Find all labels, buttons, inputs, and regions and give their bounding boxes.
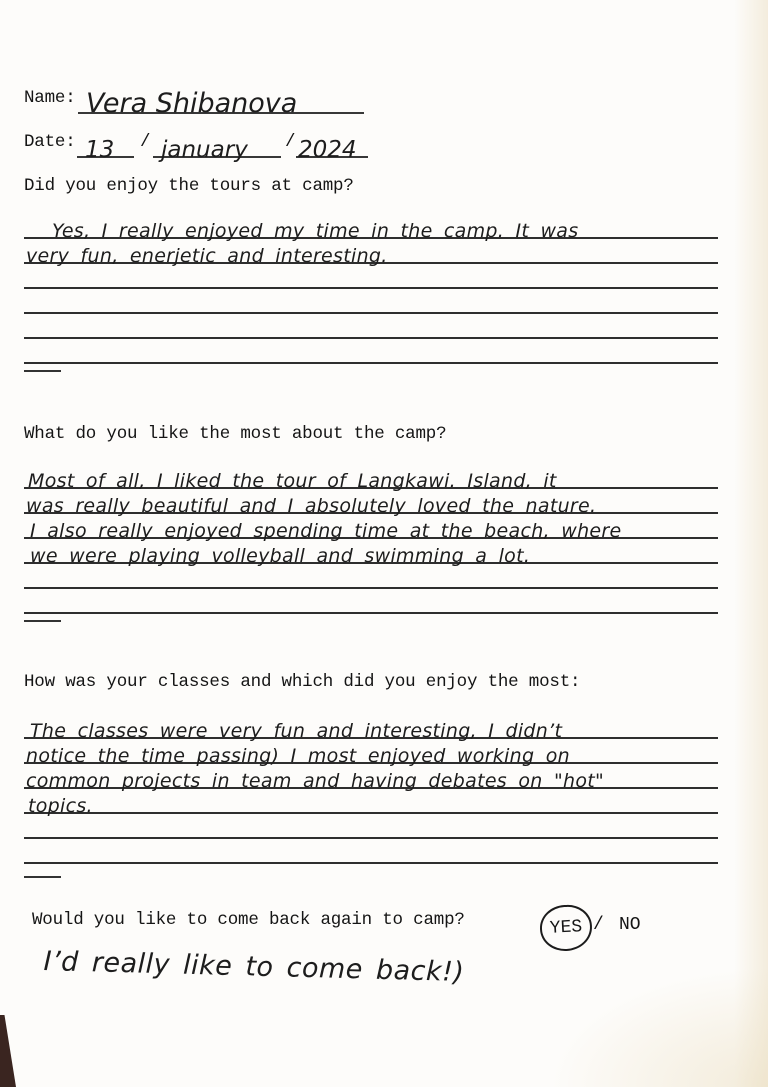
answer-line bbox=[24, 589, 718, 614]
answer-2-handwriting-line-4: we were playing volleyball and swimming a lot. bbox=[30, 545, 531, 567]
date-day-underline bbox=[77, 120, 134, 163]
answer-line bbox=[24, 739, 718, 767]
paper-edge-shading-bottom bbox=[548, 967, 768, 1087]
answer-line bbox=[24, 489, 718, 517]
yes-answer-circle bbox=[539, 904, 593, 953]
no-label: NO bbox=[619, 915, 641, 935]
question-3-answer-block bbox=[24, 714, 718, 864]
date-month-handwriting: january bbox=[161, 137, 248, 163]
photo-background-corner bbox=[0, 1015, 16, 1087]
answer-line bbox=[24, 714, 718, 742]
date-label: Date: bbox=[24, 132, 76, 152]
final-answer-handwriting: I’d really like to come back!) bbox=[43, 946, 465, 989]
answer-1-handwriting-line-2: very fun, enerjetic and interesting. bbox=[26, 245, 388, 267]
question-3-label: How was your classes and which did you enjoy the most: bbox=[24, 672, 581, 692]
answer-1-handwriting-line-1: Yes, I really enjoyed my time in the camp. It was bbox=[52, 220, 579, 242]
answer-2-handwriting-line-1: Most of all, I liked the tour of Langkawi. Island, it bbox=[28, 470, 557, 492]
name-value-handwriting: Vera Shibanova bbox=[86, 88, 298, 119]
question-2-label: What do you like the most about the camp? bbox=[24, 424, 447, 444]
date-year-underline bbox=[296, 120, 368, 163]
yes-label: YES bbox=[549, 917, 583, 939]
answer-3-handwriting-line-3: common projects in team and having debates on "hot" bbox=[26, 770, 605, 792]
answer-line bbox=[24, 264, 718, 289]
answer-3-trailing-dash bbox=[24, 876, 61, 878]
final-question-label: Would you like to come back again to camp? bbox=[32, 910, 465, 930]
answer-line bbox=[24, 514, 718, 542]
answer-2-trailing-dash bbox=[24, 620, 61, 622]
answer-line bbox=[24, 789, 718, 817]
answer-line bbox=[24, 814, 718, 839]
question-2-answer-block bbox=[24, 464, 718, 614]
answer-line bbox=[24, 564, 718, 589]
answer-line bbox=[24, 339, 718, 364]
yes-no-separator: / bbox=[593, 915, 604, 935]
answer-line bbox=[24, 764, 718, 792]
answer-3-handwriting-line-1: The classes were very fun and interesting, I didn’t bbox=[30, 720, 563, 742]
date-year-handwriting: 2024 bbox=[298, 137, 357, 163]
date-separator-2: / bbox=[285, 132, 296, 152]
answer-2-handwriting-line-2: was really beautiful and I absolutely loved the nature. bbox=[26, 495, 597, 517]
answer-line bbox=[24, 314, 718, 339]
date-day-handwriting: 13 bbox=[85, 137, 115, 163]
answer-3-handwriting-line-4: topics. bbox=[28, 795, 93, 817]
answer-1-trailing-dash bbox=[24, 370, 61, 372]
question-1-answer-block bbox=[24, 214, 718, 364]
answer-line bbox=[24, 289, 718, 314]
answer-2-handwriting-line-3: I also really enjoyed spending time at the beach, where bbox=[30, 520, 622, 542]
answer-line bbox=[24, 239, 718, 267]
paper-edge-shading bbox=[734, 0, 768, 1087]
question-1-label: Did you enjoy the tours at camp? bbox=[24, 176, 354, 196]
answer-3-handwriting-line-2: notice the time passing) I most enjoyed working on bbox=[26, 745, 570, 767]
date-separator-1: / bbox=[140, 132, 151, 152]
answer-line bbox=[24, 214, 718, 242]
date-month-underline bbox=[153, 120, 281, 163]
answer-line bbox=[24, 539, 718, 567]
name-underline bbox=[78, 74, 364, 119]
answer-line bbox=[24, 464, 718, 492]
answer-line bbox=[24, 839, 718, 864]
name-label: Name: bbox=[24, 88, 76, 108]
